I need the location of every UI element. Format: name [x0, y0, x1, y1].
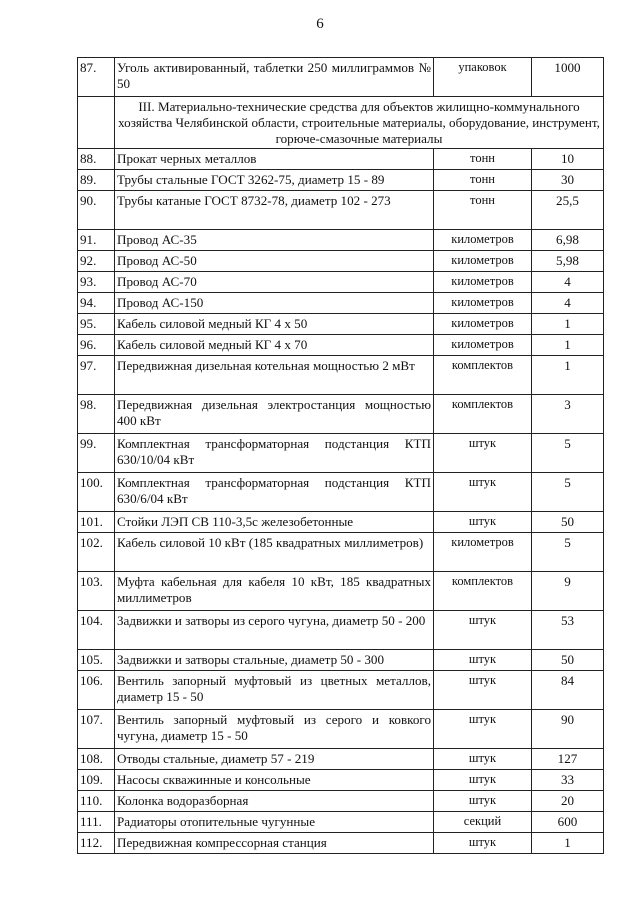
row-number: 100. [78, 472, 115, 511]
row-number: 107. [78, 709, 115, 748]
table-row [78, 571, 604, 610]
table-row [78, 811, 604, 832]
item-quantity: 20 [532, 790, 604, 811]
item-quantity: 4 [532, 271, 604, 292]
item-quantity: 5,98 [532, 250, 604, 271]
row-number: 97. [78, 355, 115, 394]
item-unit: штук [434, 610, 532, 649]
item-unit: штук [434, 472, 532, 511]
item-quantity: 5 [532, 472, 604, 511]
item-unit: штук [434, 649, 532, 670]
item-name: Провод АС-35 [115, 229, 434, 250]
table-row [78, 334, 604, 355]
item-quantity: 5 [532, 433, 604, 472]
row-number: 102. [78, 532, 115, 571]
item-quantity: 1 [532, 334, 604, 355]
item-quantity: 84 [532, 670, 604, 709]
row-number: 90. [78, 190, 115, 229]
item-quantity: 1 [532, 355, 604, 394]
table-row [78, 355, 604, 394]
item-quantity: 50 [532, 511, 604, 532]
item-name: Радиаторы отопительные чугунные [115, 811, 434, 832]
table-row [78, 58, 604, 97]
item-unit: километров [434, 292, 532, 313]
item-unit: штук [434, 790, 532, 811]
item-unit: штук [434, 670, 532, 709]
item-name: Кабель силовой медный КГ 4 x 50 [115, 313, 434, 334]
page-number: 6 [316, 16, 324, 32]
item-quantity: 1 [532, 313, 604, 334]
table-row [78, 649, 604, 670]
table-row [78, 271, 604, 292]
item-unit: километров [434, 229, 532, 250]
row-number: 112. [78, 832, 115, 853]
item-name: Кабель силовой 10 кВт (185 квадратных миллиметров) [115, 532, 434, 571]
section-row [78, 97, 604, 149]
table-row [78, 250, 604, 271]
item-quantity: 600 [532, 811, 604, 832]
item-quantity: 33 [532, 769, 604, 790]
item-name: Комплектная трансформаторная подстанция КТП 630/10/04 кВт [115, 433, 434, 472]
item-quantity: 3 [532, 394, 604, 433]
materials-table [77, 57, 604, 854]
row-number: 104. [78, 610, 115, 649]
item-quantity: 1 [532, 832, 604, 853]
row-number: 95. [78, 313, 115, 334]
item-unit: километров [434, 532, 532, 571]
item-unit: штук [434, 832, 532, 853]
row-number: 106. [78, 670, 115, 709]
item-quantity: 127 [532, 748, 604, 769]
table-row [78, 229, 604, 250]
table-row [78, 709, 604, 748]
row-number: 87. [78, 58, 115, 97]
table-row [78, 394, 604, 433]
row-number: 101. [78, 511, 115, 532]
row-number: 96. [78, 334, 115, 355]
item-name: Передвижная компрессорная станция [115, 832, 434, 853]
item-name: Провод АС-70 [115, 271, 434, 292]
item-name: Прокат черных металлов [115, 148, 434, 169]
item-unit: тонн [434, 169, 532, 190]
item-name: Провод АС-50 [115, 250, 434, 271]
table-row [78, 769, 604, 790]
item-name: Кабель силовой медный КГ 4 x 70 [115, 334, 434, 355]
item-name: Передвижная дизельная котельная мощностью 2 мВт [115, 355, 434, 394]
item-name: Комплектная трансформаторная подстанция КТП 630/6/04 кВт [115, 472, 434, 511]
item-quantity: 1000 [532, 58, 604, 97]
table-row [78, 832, 604, 853]
table-row [78, 748, 604, 769]
table-row [78, 169, 604, 190]
item-quantity: 10 [532, 148, 604, 169]
item-name: Задвижки и затворы из серого чугуна, диаметр 50 - 200 [115, 610, 434, 649]
item-quantity: 50 [532, 649, 604, 670]
item-unit: штук [434, 748, 532, 769]
item-quantity: 30 [532, 169, 604, 190]
item-unit: штук [434, 433, 532, 472]
item-unit: километров [434, 250, 532, 271]
row-number: 111. [78, 811, 115, 832]
table-row [78, 511, 604, 532]
item-name: Муфта кабельная для кабеля 10 кВт, 185 квадратных миллиметров [115, 571, 434, 610]
table-row [78, 610, 604, 649]
section-number-cell [78, 97, 115, 149]
row-number: 98. [78, 394, 115, 433]
item-unit: секций [434, 811, 532, 832]
item-name: Отводы стальные, диаметр 57 - 219 [115, 748, 434, 769]
item-name: Колонка водоразборная [115, 790, 434, 811]
row-number: 93. [78, 271, 115, 292]
item-unit: комплектов [434, 355, 532, 394]
item-name: Провод АС-150 [115, 292, 434, 313]
table-row [78, 313, 604, 334]
item-unit: тонн [434, 190, 532, 229]
item-quantity: 53 [532, 610, 604, 649]
table-row [78, 532, 604, 571]
item-unit: километров [434, 271, 532, 292]
item-quantity: 90 [532, 709, 604, 748]
item-unit: штук [434, 511, 532, 532]
item-name: Передвижная дизельная электростанция мощностью 400 кВт [115, 394, 434, 433]
item-quantity: 9 [532, 571, 604, 610]
table-row [78, 190, 604, 229]
item-name: Уголь активированный, таблетки 250 миллиграммов № 50 [115, 58, 434, 97]
table-row [78, 670, 604, 709]
item-unit: километров [434, 313, 532, 334]
section-heading: III. Материально-технические средства для объектов жилищно-коммунального хозяйства Челябинской области, строительные материалы, оборудование, инструмент, горюче-смазочные материалы [115, 97, 604, 149]
item-quantity: 25,5 [532, 190, 604, 229]
row-number: 89. [78, 169, 115, 190]
row-number: 105. [78, 649, 115, 670]
row-number: 103. [78, 571, 115, 610]
table-row [78, 790, 604, 811]
row-number: 94. [78, 292, 115, 313]
table-row [78, 148, 604, 169]
row-number: 88. [78, 148, 115, 169]
row-number: 99. [78, 433, 115, 472]
item-unit: комплектов [434, 571, 532, 610]
row-number: 92. [78, 250, 115, 271]
item-name: Насосы скважинные и консольные [115, 769, 434, 790]
row-number: 110. [78, 790, 115, 811]
item-unit: штук [434, 709, 532, 748]
row-number: 91. [78, 229, 115, 250]
row-number: 109. [78, 769, 115, 790]
item-unit: штук [434, 769, 532, 790]
table-row [78, 292, 604, 313]
item-unit: тонн [434, 148, 532, 169]
item-unit: комплектов [434, 394, 532, 433]
item-unit: километров [434, 334, 532, 355]
item-name: Задвижки и затворы стальные, диаметр 50 - 300 [115, 649, 434, 670]
item-quantity: 5 [532, 532, 604, 571]
table-row [78, 433, 604, 472]
item-name: Вентиль запорный муфтовый из серого и ковкого чугуна, диаметр 15 - 50 [115, 709, 434, 748]
item-quantity: 6,98 [532, 229, 604, 250]
item-name: Стойки ЛЭП СВ 110-3,5с железобетонные [115, 511, 434, 532]
item-name: Трубы стальные ГОСТ 3262-75, диаметр 15 - 89 [115, 169, 434, 190]
item-unit: упаковок [434, 58, 532, 97]
item-name: Вентиль запорный муфтовый из цветных металлов, диаметр 15 - 50 [115, 670, 434, 709]
item-quantity: 4 [532, 292, 604, 313]
row-number: 108. [78, 748, 115, 769]
table-row [78, 472, 604, 511]
item-name: Трубы катаные ГОСТ 8732-78, диаметр 102 - 273 [115, 190, 434, 229]
